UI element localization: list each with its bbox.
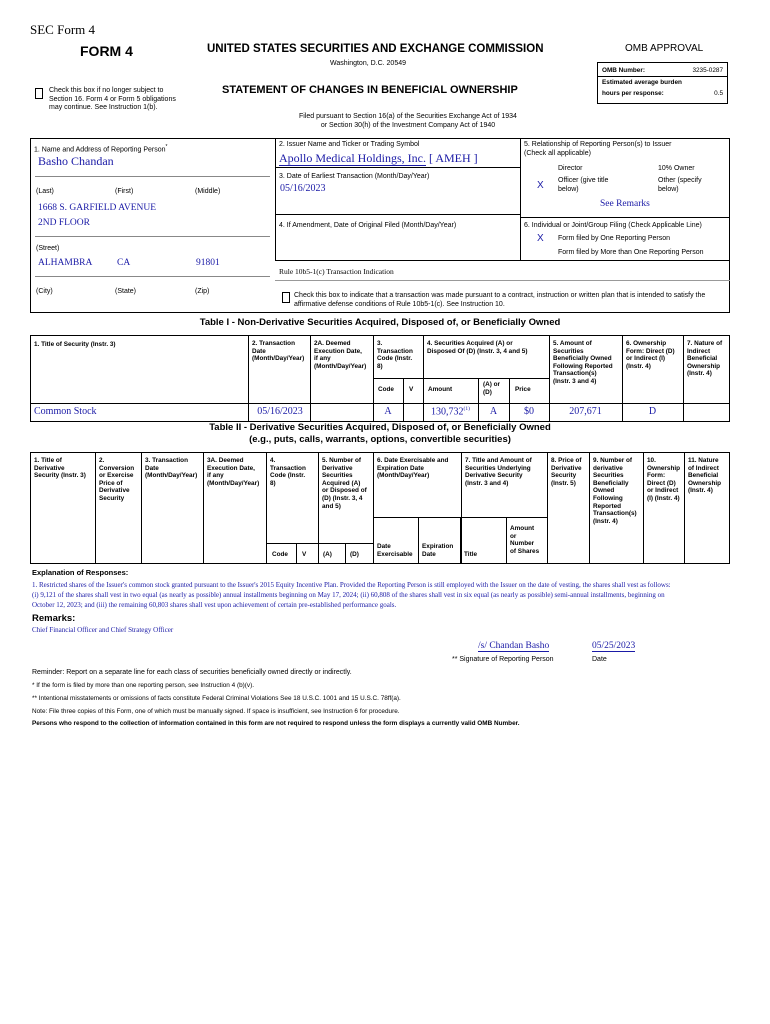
table1-title: Table I - Non-Derivative Securities Acquired, Disposed of, or Beneficially Owned: [199, 317, 561, 328]
officer-checkmark[interactable]: X: [537, 180, 544, 191]
box5-label: 5. Relationship of Reporting Person(s) to Issuer (Check all applicable): [524, 141, 672, 157]
t2-title: Title: [464, 551, 478, 558]
omb-number-label: OMB Number:: [602, 67, 645, 74]
t1-aord: (A) or (D): [483, 381, 501, 396]
t1-h7: 7. Nature of Indirect Beneficial Ownership (Instr. 4): [687, 340, 723, 378]
t2-h4: 4. Transaction Code (Instr. 8): [270, 457, 306, 487]
t1-code: Code: [378, 386, 394, 393]
earliest-transaction-date: 05/16/2023: [280, 183, 326, 194]
t2-code: Code: [272, 551, 288, 558]
filed-pursuant: Filed pursuant to Section 16(a) of the Securities Exchange Act of 1934 or Section 30(h) of the Investment Company Act of 1940: [299, 113, 517, 129]
t1-h5: 5. Amount of Securities Beneficially Owned Following Reported Transaction(s) (Instr. 3 and 4): [553, 340, 613, 385]
t2-a: (A): [323, 551, 332, 558]
signature-date: 05/25/2023: [592, 641, 636, 651]
t2-expiration: Expiration Date: [422, 543, 454, 558]
footnote-4: Persons who respond to the collection of information contained in this form are not required to respond unless the form displays a currently valid OMB Number.: [32, 720, 520, 727]
statement-title: STATEMENT OF CHANGES IN BENEFICIAL OWNERSHIP: [222, 84, 518, 96]
t1-amount: Amount: [428, 386, 453, 393]
omb-approval-title: OMB APPROVAL: [625, 43, 704, 54]
rule-10b5-title: Rule 10b5-1(c) Transaction Indication: [279, 267, 394, 276]
footnote-3: Note: File three copies of this Form, one of which must be manually signed. If space is insufficient, see Instruction 6 for procedure.: [32, 708, 400, 715]
rule-10b5-checkbox[interactable]: [282, 292, 290, 303]
omb-hours-label: hours per response:: [602, 90, 664, 97]
t1-h2: 2. Transaction Date (Month/Day/Year): [252, 340, 305, 363]
agency-title: UNITED STATES SECURITIES AND EXCHANGE COMMISSION: [207, 43, 544, 55]
explanation-title: Explanation of Responses:: [32, 568, 129, 577]
street-line-2: 2ND FLOOR: [38, 218, 90, 228]
rule-10b5-text: Check this box to indicate that a transaction was made pursuant to a contract, instruction or written plan that is intended to satisfy the affirmative defense conditions of Rule 10b5-1(c). See Instruction 10.: [294, 292, 706, 308]
date-label: Date: [592, 656, 607, 663]
reminder-text: Reminder: Report on a separate line for each class of securities beneficially owned directly or indirectly.: [32, 669, 352, 676]
filed-by-more-option[interactable]: Form filed by More than One Reporting Person: [558, 249, 704, 256]
table2-title: Table II - Derivative Securities Acquired, Disposed of, or Beneficially Owned (e.g., puts, calls, warrants, options, convertible securities): [209, 422, 551, 445]
signature-name: /s/ Chandan Basho: [478, 641, 550, 651]
omb-box: [597, 62, 728, 104]
box1-label: 1. Name and Address of Reporting Person*: [34, 144, 168, 154]
other-option[interactable]: Other (specify below): [658, 177, 702, 193]
t2-date-exercisable: Date Exercisable: [377, 543, 413, 558]
zip-label: (Zip): [195, 288, 210, 295]
ten-percent-owner-option[interactable]: 10% Owner: [658, 165, 695, 172]
t1-row-owned: 207,671: [569, 406, 602, 417]
t2-v: V: [302, 551, 307, 558]
no-longer-subject-text: Check this box if no longer subject to Section 16. Form 4 or Form 5 obligations may continue. See Instruction 1(b).: [49, 87, 176, 111]
zip-value: 91801: [196, 258, 220, 268]
t2-h1: 1. Title of Derivative Security (Instr. 3): [34, 457, 86, 480]
t2-h3a: 3A. Deemed Execution Date, if any (Month/Day/Year): [207, 457, 260, 487]
see-remarks: See Remarks: [600, 199, 650, 209]
t1-h4: 4. Securities Acquired (A) or Disposed Of (D) (Instr. 3, 4 and 5): [427, 340, 528, 355]
t2-h7: 7. Title and Amount of Securities Underlying Derivative Security (Instr. 3 and 4): [465, 457, 532, 487]
remarks-title: Remarks:: [32, 613, 76, 624]
t1-v: V: [409, 386, 414, 393]
city-label: (City): [36, 288, 53, 295]
omb-number-value: 3235-0287: [692, 67, 723, 74]
t2-d: (D): [350, 551, 359, 558]
t1-h6: 6. Ownership Form: Direct (D) or Indirect (I) (Instr. 4): [626, 340, 675, 370]
t1-price: Price: [515, 386, 531, 393]
omb-burden-label: Estimated average burden: [602, 79, 682, 86]
agency-location: Washington, D.C. 20549: [330, 60, 407, 67]
t1-row-title: Common Stock: [34, 406, 97, 417]
street-line-1: 1668 S. GARFIELD AVENUE: [38, 203, 157, 213]
t2-h11: 11. Nature of Indirect Beneficial Ownership (Instr. 4): [688, 457, 722, 495]
state-value: CA: [117, 258, 131, 268]
t1-h3: 3. Transaction Code (Instr. 8): [377, 340, 413, 370]
t2-h10: 10. Ownership Form: Direct (D) or Indirect (I) (Instr. 4): [647, 457, 681, 502]
t1-row-price: $0: [524, 406, 534, 417]
city-value: ALHAMBRA: [38, 258, 93, 268]
form-label: SEC Form 4: [30, 22, 96, 37]
remarks-text: Chief Financial Officer and Chief Strategy Officer: [32, 626, 174, 634]
state-label: (State): [115, 288, 137, 295]
last-label: (Last): [36, 188, 54, 195]
t2-h8: 8. Price of Derivative Security (Instr. 5): [551, 457, 582, 487]
t2-h9: 9. Number of derivative Securities Beneficially Owned Following Reported Transaction(s) (Instr. 4): [593, 457, 637, 525]
street-label: (Street): [36, 245, 60, 252]
filed-by-one-option[interactable]: Form filed by One Reporting Person: [558, 235, 671, 242]
explanation-text: 1. Restricted shares of the Issuer's common stock granted pursuant to the Issuer's 2015 Equity Incentive Plan. Provided the Reporting Person is still employed with the Issuer on the date of vesting, the shares shall vest as follows: (i) 9,121 of the shares shall vest in two equal (as nearly as possible) annual installments beginning on May 17, 2024; (ii) 60,808 of the shares shall vest in six equal (as nearly as possible) semi-annual installments, beginning on October 12, 2023; and (iii) the remaining 60,803 shares shall vest upon achievement of certain pre-established performance goals.: [32, 581, 671, 609]
omb-hours-value: 0.5: [714, 90, 723, 97]
box4-label: 4. If Amendment, Date of Original Filed (Month/Day/Year): [279, 222, 457, 229]
footnote-2: ** Intentional misstatements or omissions of facts constitute Federal Criminal Violations See 18 U.S.C. 1001 and 15 U.S.C. 78ff(a).: [32, 695, 401, 702]
t2-h6: 6. Date Exercisable and Expiration Date (Month/Day/Year): [377, 457, 449, 480]
t1-row-code: A: [384, 406, 392, 417]
box2-label: 2. Issuer Name and Ticker or Trading Symbol: [279, 141, 420, 148]
one-person-checkmark[interactable]: X: [537, 233, 544, 244]
t1-h2a: 2A. Deemed Execution Date, if any (Month/Day/Year): [314, 340, 367, 370]
middle-label: (Middle): [195, 188, 221, 195]
issuer-name: Apollo Medical Holdings, Inc. [ AMEH ]: [279, 151, 478, 165]
box6-label: 6. Individual or Joint/Group Filing (Check Applicable Line): [524, 222, 702, 229]
director-option[interactable]: Director: [558, 165, 583, 172]
t1-h1: 1. Title of Security (Instr. 3): [34, 341, 116, 348]
t2-h5: 5. Number of Derivative Securities Acquired (A) or Disposed of (D) (Instr. 3, 4 and 5): [322, 457, 367, 510]
t2-h2: 2. Conversion or Exercise Price of Derivative Security: [99, 457, 135, 502]
t2-amount: Amount or Number of Shares: [510, 525, 540, 555]
t1-row-form: D: [648, 406, 657, 417]
officer-option[interactable]: Officer (give title below): [558, 177, 609, 193]
form-title: FORM 4: [80, 43, 133, 59]
signature-label: ** Signature of Reporting Person: [452, 656, 554, 663]
t1-row-date: 05/16/2023: [257, 406, 303, 417]
no-longer-subject-checkbox[interactable]: [35, 88, 43, 99]
t1-row-amount: 130,732$^{(1)}$: [431, 406, 470, 418]
footnote-1: * If the form is filed by more than one reporting person, see Instruction 4 (b)(v).: [32, 682, 254, 689]
box3-label: 3. Date of Earliest Transaction (Month/Day/Year): [279, 173, 430, 180]
reporting-person-name: Basho Chandan: [38, 154, 114, 168]
first-label: (First): [115, 188, 134, 195]
t1-row-aord: A: [489, 406, 498, 417]
t2-h3: 3. Transaction Date (Month/Day/Year): [145, 457, 198, 480]
